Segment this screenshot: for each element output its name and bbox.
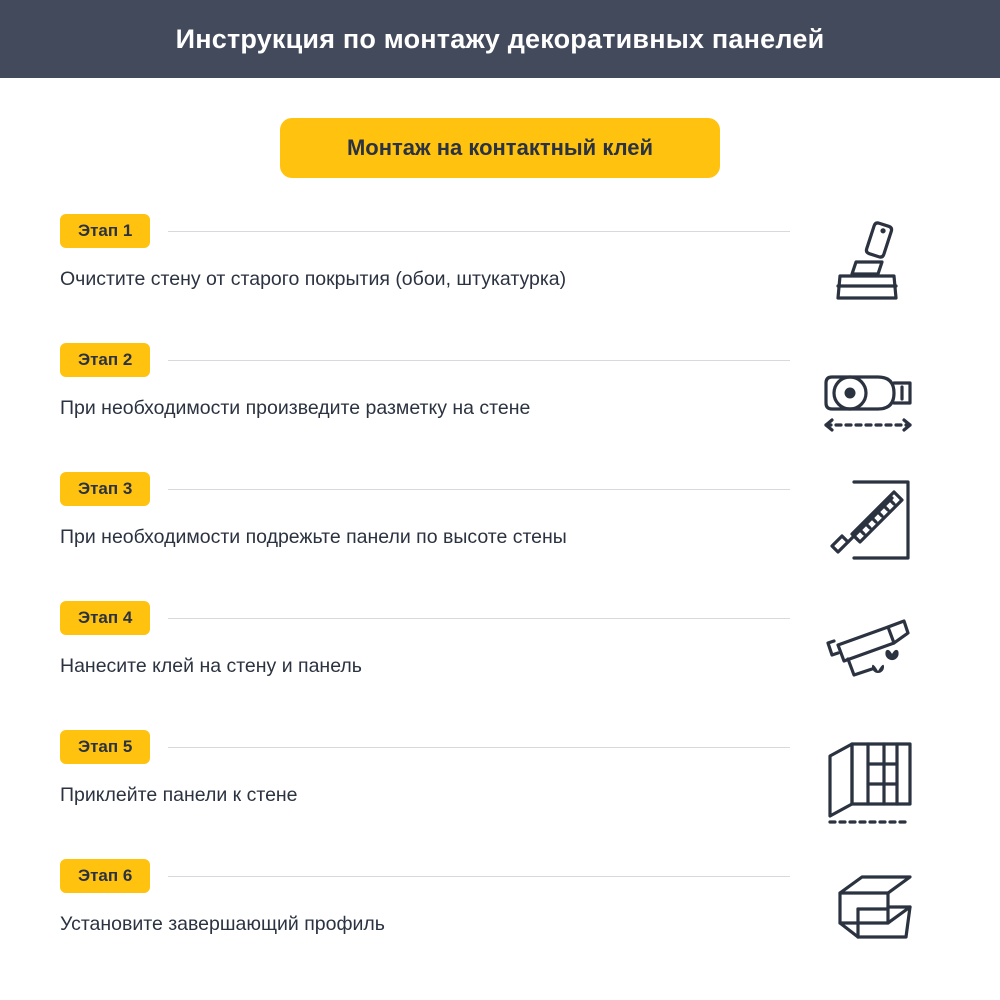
step-text: Установите завершающий профиль: [60, 913, 385, 935]
step-badge: Этап 5: [60, 730, 150, 764]
step-divider: [168, 618, 790, 619]
step-divider: [168, 489, 790, 490]
step-text: Очистите стену от старого покрытия (обои, штукатурка): [60, 268, 567, 290]
step-item: [60, 595, 940, 724]
page-title: Инструкция по монтажу декоративных панелей: [175, 23, 825, 54]
step-divider: [168, 747, 790, 748]
wall-panels-icon: [818, 730, 918, 830]
step-badge: Этап 4: [60, 601, 150, 635]
tape-measure-icon: [818, 343, 918, 443]
step-header: [60, 595, 940, 641]
page-header: [0, 0, 1000, 78]
step-text: Нанесите клей на стену и панель: [60, 655, 362, 677]
step-header: [60, 724, 940, 770]
step-text: При необходимости произведите разметку на стене: [60, 397, 531, 419]
step-header: [60, 853, 940, 899]
hand-saw-icon: [818, 472, 918, 572]
step-badge: Этап 2: [60, 343, 150, 377]
subtitle-badge: Монтаж на контактный клей: [280, 118, 720, 178]
step-item: [60, 853, 940, 982]
step-header: [60, 466, 940, 512]
subtitle-container: [0, 118, 1000, 178]
step-divider: [168, 360, 790, 361]
caulking-gun-icon: [818, 601, 918, 701]
step-header: [60, 337, 940, 383]
step-header: [60, 208, 940, 254]
step-item: [60, 208, 940, 337]
step-badge: Этап 3: [60, 472, 150, 506]
steps-list: [0, 208, 1000, 982]
putty-knife-icon: [818, 214, 918, 314]
finishing-profile-icon: [818, 859, 918, 959]
step-text: Приклейте панели к стене: [60, 784, 298, 806]
step-badge: Этап 1: [60, 214, 150, 248]
step-badge: Этап 6: [60, 859, 150, 893]
step-text: При необходимости подрежьте панели по высоте стены: [60, 526, 567, 548]
step-item: [60, 466, 940, 595]
step-item: [60, 337, 940, 466]
step-item: [60, 724, 940, 853]
step-divider: [168, 231, 790, 232]
step-divider: [168, 876, 790, 877]
